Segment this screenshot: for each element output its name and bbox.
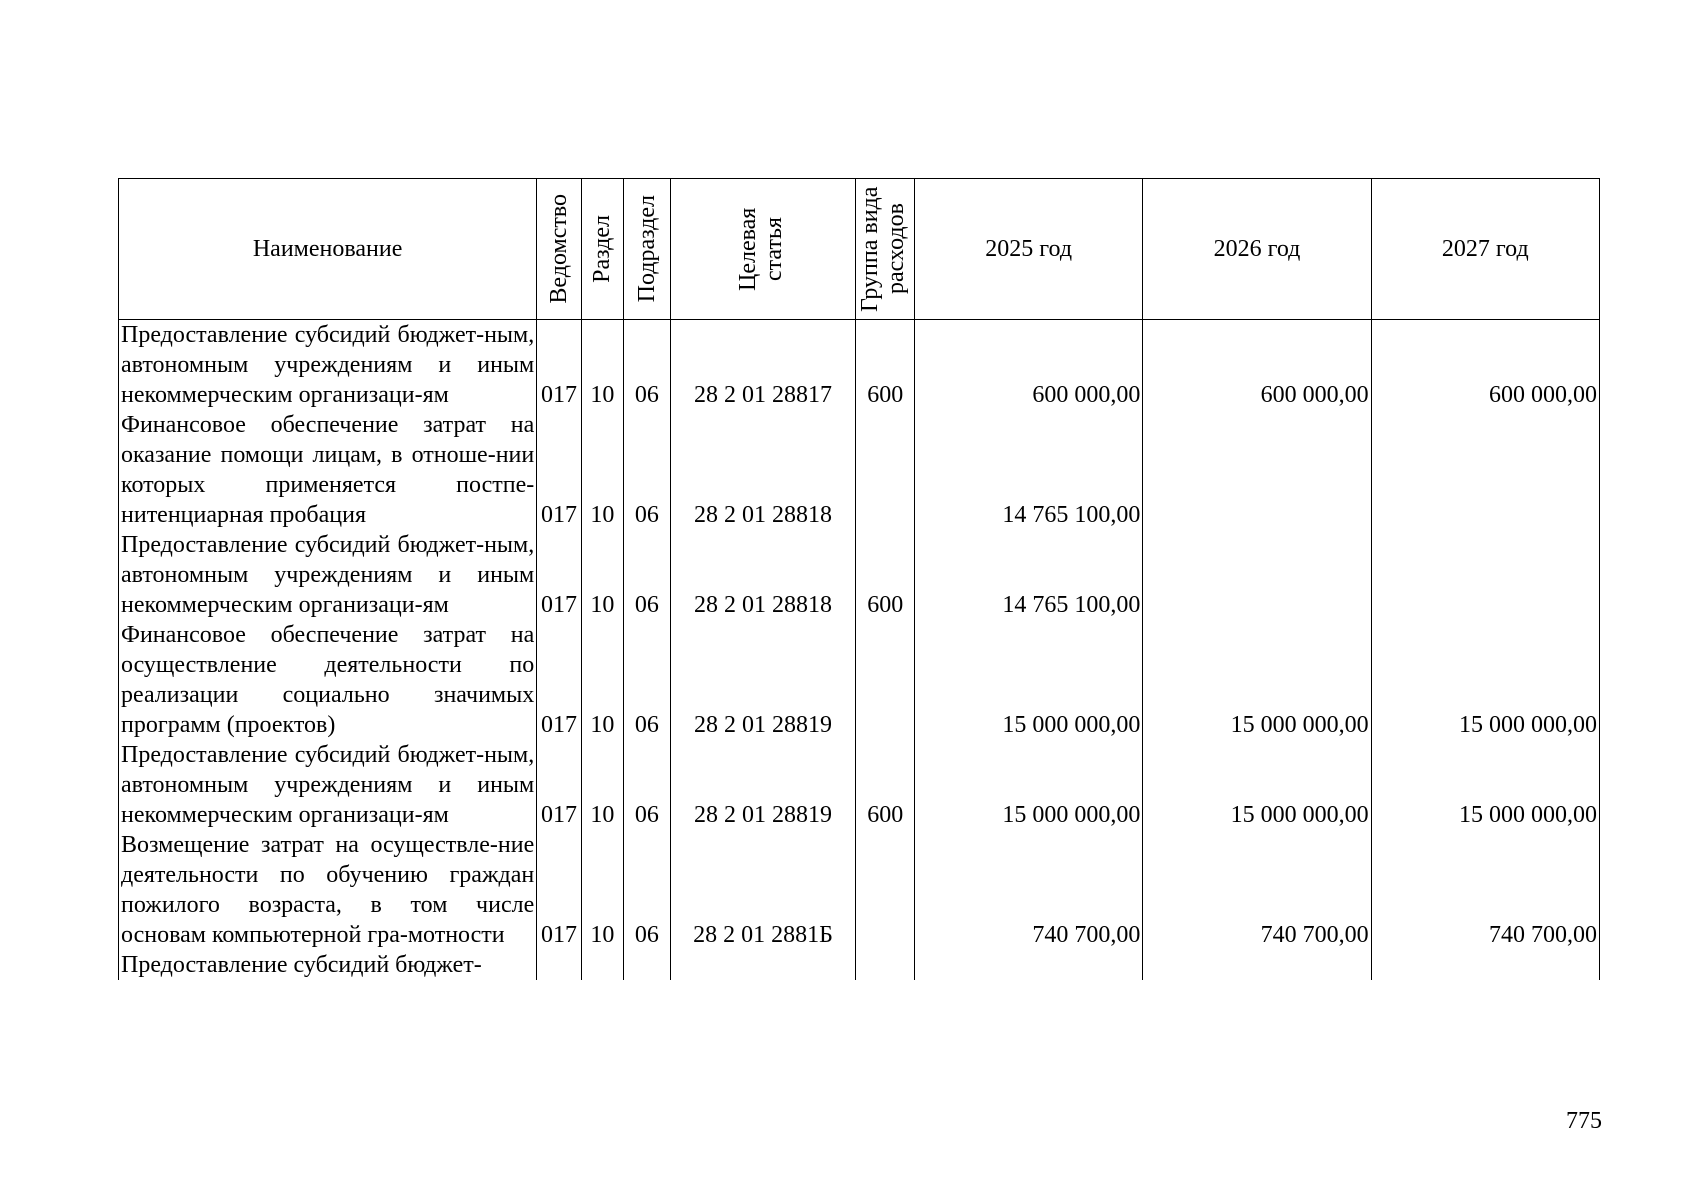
cell-name: Предоставление субсидий бюджет-ным, автономным учреждениям и иным некоммерческим организаци-ям (119, 320, 537, 411)
cell-2026 (1143, 950, 1371, 980)
table-row (119, 320, 1600, 411)
cell-razdel: 10 (581, 530, 623, 620)
cell-name: Предоставление субсидий бюджет-ным, автономным учреждениям и иным некоммерческим организаци-ям (119, 740, 537, 830)
table-header-row (119, 179, 1600, 320)
header-2025 (915, 179, 1143, 320)
cell-2025: 15 000 000,00 (915, 740, 1143, 830)
page-number: 775 (1566, 1108, 1602, 1134)
cell-celevaya: 28 2 01 2881Б (670, 830, 856, 950)
header-name (119, 179, 537, 320)
header-podrazdel-label: Подраздел (633, 195, 660, 303)
cell-gruppa: 600 (856, 320, 915, 411)
cell-name: Предоставление субсидий бюджет-ным, автономным учреждениям и иным некоммерческим организаци-ям (119, 530, 537, 620)
cell-celevaya: 28 2 01 28818 (670, 410, 856, 530)
header-gruppa (856, 179, 915, 320)
cell-2026 (1143, 410, 1371, 530)
cell-2026: 740 700,00 (1143, 830, 1371, 950)
cell-podrazdel (624, 950, 670, 980)
cell-2025: 740 700,00 (915, 830, 1143, 950)
cell-gruppa (856, 950, 915, 980)
cell-celevaya: 28 2 01 28819 (670, 740, 856, 830)
cell-2027 (1371, 530, 1599, 620)
cell-ved: 017 (537, 530, 581, 620)
cell-ved (537, 950, 581, 980)
header-name-label: Наименование (252, 235, 403, 262)
cell-2027: 740 700,00 (1371, 830, 1599, 950)
header-podrazdel (624, 179, 670, 320)
cell-razdel: 10 (581, 830, 623, 950)
cell-celevaya: 28 2 01 28818 (670, 530, 856, 620)
header-2026-label: 2026 год (1213, 235, 1301, 262)
cell-2025: 15 000 000,00 (915, 620, 1143, 740)
table-row (119, 740, 1600, 830)
header-ved-label: Ведомство (545, 194, 572, 304)
cell-2027: 600 000,00 (1371, 320, 1599, 411)
cell-2027 (1371, 410, 1599, 530)
cell-gruppa (856, 410, 915, 530)
cell-celevaya (670, 950, 856, 980)
header-ved (537, 179, 581, 320)
cell-ved: 017 (537, 620, 581, 740)
header-celevaya-label: Целевая статья (735, 207, 787, 291)
cell-name: Возмещение затрат на осуществле-ние деятельности по обучению граждан пожилого возраста, в том числе основам компьютерной гра-мотности (119, 830, 537, 950)
cell-podrazdel: 06 (624, 530, 670, 620)
cell-ved: 017 (537, 740, 581, 830)
cell-2025 (915, 950, 1143, 980)
table-row (119, 410, 1600, 530)
cell-razdel: 10 (581, 620, 623, 740)
cell-2025: 600 000,00 (915, 320, 1143, 411)
cell-2027: 15 000 000,00 (1371, 620, 1599, 740)
cell-gruppa (856, 620, 915, 740)
cell-podrazdel: 06 (624, 620, 670, 740)
cell-gruppa: 600 (856, 530, 915, 620)
cell-2025: 14 765 100,00 (915, 410, 1143, 530)
cell-gruppa (856, 830, 915, 950)
cell-podrazdel: 06 (624, 320, 670, 411)
cell-2026: 15 000 000,00 (1143, 620, 1371, 740)
header-celevaya (670, 179, 856, 320)
cell-podrazdel: 06 (624, 830, 670, 950)
cell-ved: 017 (537, 410, 581, 530)
cell-name: Финансовое обеспечение затрат на осуществление деятельности по реализации социально значимых программ (проектов) (119, 620, 537, 740)
cell-2026 (1143, 530, 1371, 620)
cell-ved: 017 (537, 320, 581, 411)
table-row (119, 620, 1600, 740)
cell-2027 (1371, 950, 1599, 980)
header-razdel (581, 179, 623, 320)
cell-ved: 017 (537, 830, 581, 950)
budget-table (118, 178, 1600, 980)
table-row (119, 530, 1600, 620)
cell-celevaya: 28 2 01 28817 (670, 320, 856, 411)
cell-name: Финансовое обеспечение затрат на оказание помощи лицам, в отноше-нии которых применяется постпе-нитенциарная пробация (119, 410, 537, 530)
cell-podrazdel: 06 (624, 410, 670, 530)
header-2025-label: 2025 год (985, 235, 1073, 262)
cell-podrazdel: 06 (624, 740, 670, 830)
cell-razdel (581, 950, 623, 980)
cell-razdel: 10 (581, 740, 623, 830)
cell-razdel: 10 (581, 410, 623, 530)
cell-razdel: 10 (581, 320, 623, 411)
cell-2026: 600 000,00 (1143, 320, 1371, 411)
cell-2026: 15 000 000,00 (1143, 740, 1371, 830)
cell-2027: 15 000 000,00 (1371, 740, 1599, 830)
table-row (119, 830, 1600, 950)
header-2026 (1143, 179, 1371, 320)
header-2027-label: 2027 год (1441, 235, 1529, 262)
cell-2025: 14 765 100,00 (915, 530, 1143, 620)
cell-celevaya: 28 2 01 28819 (670, 620, 856, 740)
cell-gruppa: 600 (856, 740, 915, 830)
header-gruppa-label: Группа вида расходов (857, 186, 910, 312)
cell-name: Предоставление субсидий бюджет- (119, 950, 537, 980)
header-2027 (1371, 179, 1599, 320)
header-razdel-label: Раздел (589, 215, 616, 283)
table-row-cut (119, 950, 1600, 980)
